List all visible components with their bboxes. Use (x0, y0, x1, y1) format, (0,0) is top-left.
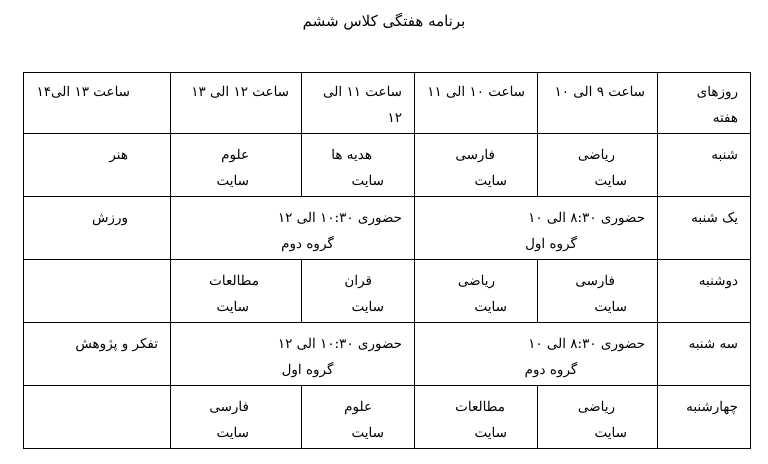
in-person-cell (171, 323, 415, 386)
lesson-name: هدیه ها (331, 147, 372, 163)
lesson-name: فارسی (209, 399, 249, 415)
schedule-table (23, 72, 751, 449)
header-slot-3: ساعت ۱۱ الی ۱۲ (302, 73, 415, 134)
lesson-cell (302, 386, 415, 449)
lesson-site: سایت (474, 425, 507, 441)
lesson-name: ریاضی (577, 147, 615, 163)
lesson-name: فارسی (575, 273, 615, 289)
table-row-wednesday (24, 386, 751, 449)
lesson-name: ریاضی (457, 273, 495, 289)
lesson-site: سایت (351, 173, 384, 189)
lesson-cell (24, 386, 171, 449)
lesson-name: مطالعات (455, 399, 505, 415)
in-person-cell (171, 197, 415, 260)
in-person-time: حضوری ۱۰:۳۰ الی ۱۲ (277, 210, 402, 226)
document-title: برنامه هفتگی کلاس ششم (302, 12, 466, 30)
lesson-cell (538, 386, 658, 449)
lesson-name: ریاضی (577, 399, 615, 415)
lesson-name: ورزش (91, 210, 128, 226)
lesson-site: سایت (594, 299, 627, 315)
header-slot-2: ساعت ۱۰ الی ۱۱ (415, 73, 538, 134)
lesson-site: سایت (594, 173, 627, 189)
header-slot-5: ساعت ۱۳ الی۱۴ (24, 73, 171, 134)
day-cell: چهارشنبه (658, 386, 751, 449)
lesson-name: هنر (109, 147, 128, 163)
lesson-cell (24, 134, 171, 197)
group-label: گروه اول (525, 236, 577, 252)
lesson-site: سایت (216, 173, 249, 189)
lesson-site: سایت (594, 425, 627, 441)
lesson-name: فارسی (455, 147, 495, 163)
lesson-name: علوم (344, 399, 372, 415)
day-cell: سه شنبه (658, 323, 751, 386)
lesson-name: تفکر و پژوهش (75, 336, 158, 352)
lesson-cell (415, 134, 538, 197)
lesson-site: سایت (216, 299, 249, 315)
lesson-cell (24, 260, 171, 323)
in-person-time: حضوری ۱۰:۳۰ الی ۱۲ (277, 336, 402, 352)
lesson-cell (171, 386, 302, 449)
header-days: روزهای هفته (658, 73, 751, 134)
lesson-name: قران (344, 273, 372, 289)
lesson-site: سایت (351, 425, 384, 441)
lesson-cell (415, 386, 538, 449)
table-row-tuesday (24, 323, 751, 386)
lesson-name: مطالعات (209, 273, 259, 289)
lesson-site: سایت (474, 173, 507, 189)
table-row-sunday (24, 197, 751, 260)
lesson-cell (171, 260, 302, 323)
in-person-time: حضوری ۸:۳۰ الی ۱۰ (528, 336, 645, 352)
table-row-saturday (24, 134, 751, 197)
lesson-cell (302, 260, 415, 323)
lesson-cell (538, 134, 658, 197)
in-person-cell (415, 197, 658, 260)
table-row-monday (24, 260, 751, 323)
day-cell: دوشنبه (658, 260, 751, 323)
lesson-cell (415, 260, 538, 323)
group-label: گروه دوم (524, 362, 578, 378)
lesson-cell (302, 134, 415, 197)
group-label: گروه دوم (281, 236, 334, 252)
header-row (24, 73, 751, 134)
day-cell: شنبه (658, 134, 751, 197)
lesson-cell (538, 260, 658, 323)
lesson-name: علوم (221, 147, 249, 163)
lesson-site: سایت (216, 425, 249, 441)
header-slot-4: ساعت ۱۲ الی ۱۳ (171, 73, 302, 134)
day-cell: یک شنبه (658, 197, 751, 260)
in-person-cell (415, 323, 658, 386)
lesson-cell (24, 197, 171, 260)
in-person-time: حضوری ۸:۳۰ الی ۱۰ (528, 210, 645, 226)
lesson-site: سایت (351, 299, 384, 315)
lesson-cell (171, 134, 302, 197)
lesson-cell (24, 323, 171, 386)
group-label: گروه اول (281, 362, 334, 378)
header-slot-1: ساعت ۹ الی ۱۰ (538, 73, 658, 134)
lesson-site: سایت (474, 299, 507, 315)
